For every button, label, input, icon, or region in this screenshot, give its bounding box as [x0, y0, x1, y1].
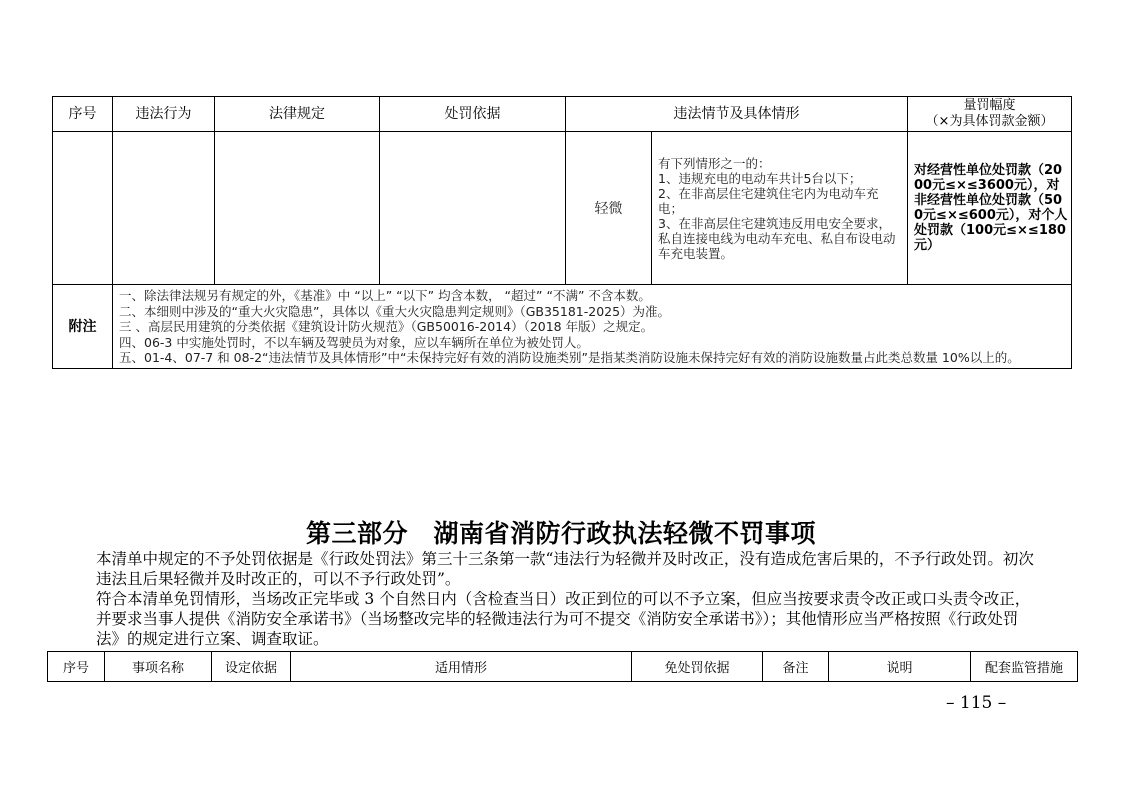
col-header-index: 序号: [53, 97, 113, 132]
fine-header-line1: 量罚幅度: [963, 98, 1016, 113]
table-header-row: [53, 97, 1072, 132]
table-header-row: [48, 652, 1078, 682]
col-header-explanation: 说明: [829, 652, 971, 682]
col-header-fine-range: [908, 97, 1072, 132]
note-item: 二、本细则中涉及的“重大火灾隐患”，具体以《重大火灾隐患判定规则》（GB35181-2025）为准。: [119, 303, 671, 319]
col-header-index: 序号: [48, 652, 105, 682]
cell-level: 轻微: [566, 132, 652, 285]
cell-index: [53, 132, 113, 285]
penalty-table: [52, 96, 1072, 369]
notes-content: [113, 285, 1072, 369]
col-header-penalty-basis: 处罚依据: [380, 97, 566, 132]
table-row: [53, 132, 1072, 285]
col-header-law: 法律规定: [215, 97, 380, 132]
detail-line: 1、违规充电的电动车共计5台以下；: [658, 170, 862, 186]
detail-line: 有下列情形之一的：: [658, 155, 771, 171]
note-item: 五、01-4、07-7 和 08-2“违法情节及具体情形”中“未保持完好有效的消防设施类别”是指某类消防设施未保持完好有效的消防设施数量占此类总数量 10%以上的。: [119, 350, 1020, 365]
intro-paragraph: 符合本清单免罚情形，当场改正完毕或 3 个自然日内（含检查当日）改正到位的可以不予立案，但应当按要求责令改正或口头责令改正，并要求当事人提供《消防安全承诺书》（当场整改完毕的轻微违法行为可不提交《消防安全承诺书》）；其他情形应当严格按照《行政处罚法》的规定进行立案、调查取证。: [96, 590, 1031, 648]
detail-line: 2、在非高层住宅建筑住宅内为电动车充电；: [658, 185, 879, 216]
notes-label: 附注: [53, 285, 113, 369]
note-item: 三 、高层民用建筑的分类依据《建筑设计防火规范》（GB50016-2014）（2018 年版）之规定。: [119, 319, 654, 334]
col-header-remarks: 备注: [763, 652, 829, 682]
exemption-table: [47, 651, 1078, 682]
col-header-basis: 设定依据: [212, 652, 291, 682]
col-header-exemption-basis: 免处罚依据: [632, 652, 763, 682]
note-item: 一、除法律法规另有规定的外，《基准》中 “以上” “以下” 均含本数， “超过” “不满” 不含本数。: [119, 288, 651, 303]
note-item: 四、06-3 中实施处罚时，不以车辆及驾驶员为对象，应以车辆所在单位为被处罚人。: [119, 334, 589, 350]
intro-paragraph: 本清单中规定的不予处罚依据是《行政处罚法》第三十三条第一款“违法行为轻微并及时改正，没有造成危害后果的，不予行政处罚。初次违法且后果轻微并及时改正的，可以不予行政处罚”。: [96, 550, 1034, 588]
cell-fine-range: 对经营性单位处罚款（2000元≤×≤3600元），对非经营性单位处罚款（500元≤×≤600元），对个人处罚款（100元≤×≤180元）: [908, 132, 1072, 285]
cell-details: [652, 132, 908, 285]
detail-line: 3、在非高层住宅建筑违反用电安全要求，私自连接电线为电动车充电、私自布设电动车充电装置。: [658, 215, 896, 261]
col-header-supervision: 配套监管措施: [971, 652, 1078, 682]
col-header-item-name: 事项名称: [105, 652, 212, 682]
col-header-applicable-case: 适用情形: [291, 652, 632, 682]
cell-violation: [113, 132, 215, 285]
col-header-violation: 违法行为: [113, 97, 215, 132]
fine-header-line2: （×为具体罚款金额）: [925, 114, 1054, 129]
section-intro: [96, 549, 1036, 649]
cell-law: [215, 132, 380, 285]
section-title: 第三部分 湖南省消防行政执法轻微不罚事项: [305, 519, 816, 548]
page-number: – 115 –: [946, 693, 1007, 713]
col-header-circumstances: 违法情节及具体情形: [566, 97, 908, 132]
notes-row: [53, 285, 1072, 369]
cell-penalty-basis: [380, 132, 566, 285]
